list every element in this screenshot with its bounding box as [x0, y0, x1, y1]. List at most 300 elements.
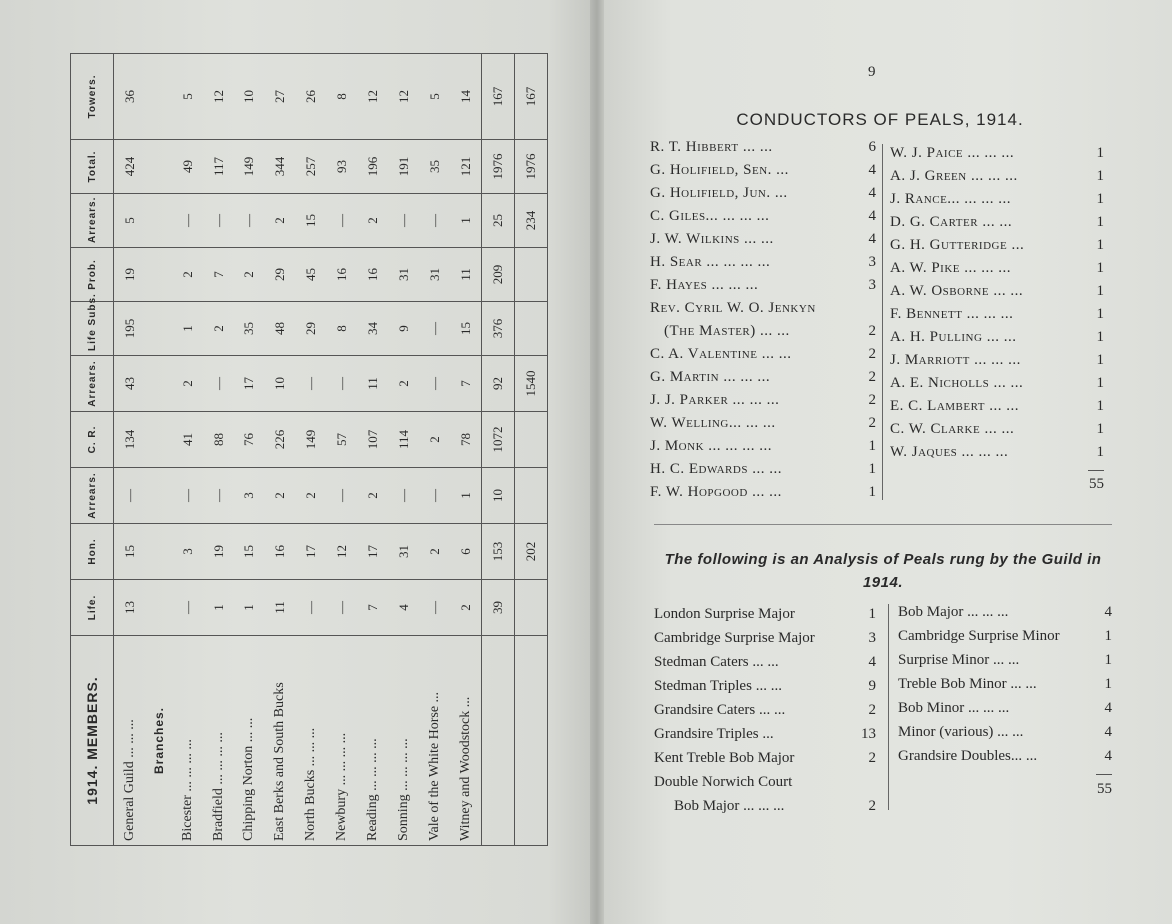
table-cell: — — [419, 580, 450, 636]
entry-leader: ... ... — [993, 283, 1024, 299]
list-item — [650, 481, 876, 504]
entry-name — [890, 188, 1011, 211]
table-cell: — — [388, 194, 419, 248]
list-item — [890, 349, 1104, 372]
entry-name — [650, 320, 790, 343]
table-cell: 78 — [450, 412, 482, 468]
table-cell: 15 — [296, 194, 327, 248]
list-item — [650, 389, 876, 412]
entry-count: 4 — [1104, 700, 1112, 716]
entry-count: 1 — [1096, 306, 1104, 322]
entry-label: W. Jaques — [890, 444, 958, 460]
entry-name — [898, 648, 1019, 672]
table-cell: 15 — [114, 524, 146, 580]
entry-count: 1 — [1096, 260, 1104, 276]
entry-leader: ... ... ... — [711, 277, 759, 293]
entry-label: E. C. Lambert — [890, 398, 986, 414]
entry-label: Grandsire Doubles... — [898, 748, 1023, 764]
conductors-title: CONDUCTORS OF PEALS, 1914. — [736, 110, 1024, 129]
list-item — [898, 720, 1112, 744]
table-cell: 2 — [234, 248, 265, 302]
entry-leader: ... ... ... — [970, 168, 1018, 184]
table-cell: 2 — [172, 356, 203, 412]
table-cell: 4 — [388, 580, 419, 636]
list-item — [650, 251, 876, 274]
entry-count: 2 — [868, 798, 876, 814]
list-item — [898, 672, 1112, 696]
analysis-title: The following is an Analysis of Peals rung by the Guild in 1914. — [664, 551, 1102, 591]
entry-name — [890, 234, 1024, 257]
entry-label: F. Hayes — [650, 277, 708, 293]
entry-label: J. Marriott ... — [890, 352, 987, 368]
table-cell: 31 — [388, 524, 419, 580]
table-cell: 45 — [296, 248, 327, 302]
entry-leader: ... ... — [993, 652, 1020, 668]
list-item — [898, 648, 1112, 672]
row-label: East Berks and South Bucks — [265, 636, 296, 846]
entry-name — [890, 165, 1018, 188]
table-cell: 2 — [419, 412, 450, 468]
entry-leader: ... — [762, 726, 774, 742]
list-item — [654, 674, 876, 698]
table-cell — [145, 412, 172, 468]
entry-count: 2 — [868, 415, 876, 431]
list-item — [654, 770, 876, 794]
entry-leader: ... ... ... — [967, 604, 1009, 620]
entry-leader: ... ... — [752, 654, 779, 670]
row-label: Reading ... ... ... ... — [357, 636, 388, 846]
table-cell: 1 — [450, 468, 482, 524]
table-cell: 76 — [234, 412, 265, 468]
entry-count: 1 — [868, 606, 876, 622]
entry-label: J. J. Parker ... — [650, 392, 746, 408]
book-gutter — [590, 0, 604, 924]
table-cell: 11 — [357, 356, 388, 412]
entry-count: 4 — [1104, 724, 1112, 740]
list-item — [898, 696, 1112, 720]
entry-label: Cambridge Surprise Minor — [898, 628, 1060, 644]
table-cell: — — [296, 580, 327, 636]
table-cell — [482, 636, 515, 846]
entry-count: 9 — [868, 678, 876, 694]
table-row — [450, 54, 482, 846]
entry-count: 1 — [868, 461, 876, 477]
entry-label: R. T. Hibbert — [650, 139, 739, 155]
table-cell: 88 — [203, 412, 234, 468]
total-cell: 92 — [482, 356, 515, 412]
entry-count: 1 — [1096, 283, 1104, 299]
entry-name — [898, 744, 1037, 768]
list-item — [898, 744, 1112, 768]
table-cell: 2 — [296, 468, 327, 524]
table-row — [296, 54, 327, 846]
entry-name — [654, 770, 792, 794]
table-cell: 121 — [450, 140, 482, 194]
group-totals-row — [515, 54, 548, 846]
column-header: Prob. — [71, 248, 114, 302]
entry-leader: ... ... — [982, 214, 1013, 230]
entry-label: A. W. Pike — [890, 260, 961, 276]
conductors-total: 55 — [1089, 476, 1104, 492]
list-item — [890, 142, 1104, 165]
group-total-cell — [515, 248, 548, 302]
table-cell: 107 — [357, 412, 388, 468]
table-row — [203, 54, 234, 846]
entry-count: 1 — [1096, 214, 1104, 230]
table-cell: 1 — [234, 580, 265, 636]
entry-leader: ... ... ... — [722, 208, 770, 224]
entry-count: 1 — [1096, 329, 1104, 345]
table-cell: — — [419, 468, 450, 524]
entry-label: London Surprise Major — [654, 606, 795, 622]
entry-name — [654, 650, 779, 674]
entry-label: C. Giles... — [650, 208, 719, 224]
list-item — [650, 435, 876, 458]
table-cell: 17 — [234, 356, 265, 412]
entry-name — [650, 297, 816, 320]
table-cell: 17 — [357, 524, 388, 580]
entry-name — [650, 366, 770, 389]
entry-name — [654, 626, 815, 650]
entry-label: J. W. Wilkins — [650, 231, 740, 247]
entry-count: 1 — [1096, 352, 1104, 368]
total-cell: 10 — [482, 468, 515, 524]
table-cell: 41 — [172, 412, 203, 468]
table-cell: 2 — [265, 194, 296, 248]
column-header: Life. — [71, 580, 114, 636]
entry-leader: ... ... ... — [968, 700, 1010, 716]
table-row — [145, 54, 172, 846]
table-row — [172, 54, 203, 846]
entry-count: 1 — [1096, 237, 1104, 253]
row-label: Chipping Norton ... ... — [234, 636, 265, 846]
entry-label: A. J. Green — [890, 168, 967, 184]
entry-label: Bob Minor — [898, 700, 965, 716]
entry-leader: ... — [1025, 748, 1038, 764]
entry-label: H. Sear ... — [650, 254, 720, 270]
entry-leader: ... ... — [752, 461, 782, 477]
total-cell: 153 — [482, 524, 515, 580]
entry-count: 4 — [868, 231, 876, 247]
table-cell: 117 — [203, 140, 234, 194]
table-cell: 7 — [357, 580, 388, 636]
list-item — [654, 698, 876, 722]
list-item — [650, 366, 876, 389]
analysis-left-column — [654, 602, 876, 818]
list-item — [650, 159, 876, 182]
table-cell: 114 — [388, 412, 419, 468]
table-row — [265, 54, 296, 846]
entry-count: 4 — [1104, 748, 1112, 764]
entry-count: 1 — [868, 484, 876, 500]
entry-count: 1 — [868, 438, 876, 454]
entry-leader: ... ... — [745, 415, 776, 431]
table-cell: — — [203, 356, 234, 412]
entry-name — [890, 418, 1014, 441]
entry-label: Grandsire Caters — [654, 702, 756, 718]
totals-row — [482, 54, 515, 846]
section-divider — [654, 524, 1112, 525]
table-cell: — — [172, 194, 203, 248]
entry-leader: ... ... — [984, 421, 1015, 437]
entry-label: Bob Major — [674, 798, 740, 814]
table-cell — [145, 140, 172, 194]
entry-count: 4 — [868, 654, 876, 670]
entry-count: 3 — [868, 277, 876, 293]
entry-name — [890, 280, 1023, 303]
entry-leader: ... ... ... — [967, 145, 1015, 161]
table-cell: — — [419, 302, 450, 356]
entry-leader: ... ... — [752, 484, 782, 500]
entry-label: Cambridge Surprise Major — [654, 630, 815, 646]
list-item — [890, 257, 1104, 280]
entry-count: 1 — [1104, 676, 1112, 692]
list-item — [890, 165, 1104, 188]
table-cell: 8 — [327, 302, 358, 356]
entry-count: 1 — [1096, 168, 1104, 184]
table-cell: — — [203, 194, 234, 248]
entry-name — [890, 349, 1021, 372]
list-item — [650, 205, 876, 228]
table-cell: 14 — [450, 54, 482, 140]
table-cell: — — [172, 580, 203, 636]
entry-name — [890, 211, 1012, 234]
total-cell: 1072 — [482, 412, 515, 468]
row-label: Bradfield ... ... ... ... — [203, 636, 234, 846]
table-cell: 7 — [203, 248, 234, 302]
table-cell: 48 — [265, 302, 296, 356]
table-cell: 26 — [296, 54, 327, 140]
group-total-cell: 202 — [515, 524, 548, 580]
analysis-right-column — [898, 600, 1112, 801]
entry-count: 1 — [1096, 421, 1104, 437]
entry-leader: ... ... ... — [743, 798, 785, 814]
column-divider — [882, 144, 883, 500]
entry-name — [650, 228, 774, 251]
table-row — [388, 54, 419, 846]
entry-label: G. Holifield, Jun. — [650, 185, 771, 201]
entry-leader: ... ... ... — [961, 444, 1009, 460]
table-cell: 10 — [234, 54, 265, 140]
table-cell: 35 — [234, 302, 265, 356]
entry-name — [650, 343, 791, 366]
entry-label: J. Monk ... — [650, 438, 722, 454]
table-cell: 5 — [172, 54, 203, 140]
table-cell: — — [327, 580, 358, 636]
table-cell: 2 — [357, 468, 388, 524]
table-cell: 226 — [265, 412, 296, 468]
entry-name — [650, 159, 789, 182]
list-item — [654, 746, 876, 770]
table-cell: 29 — [296, 302, 327, 356]
list-item — [650, 182, 876, 205]
total-cell: 376 — [482, 302, 515, 356]
entry-leader: ... ... — [991, 352, 1021, 368]
group-total-cell: 167 — [515, 54, 548, 140]
entry-name — [650, 136, 773, 159]
total-cell: 167 — [482, 54, 515, 140]
entry-name — [650, 435, 772, 458]
analysis-total: 55 — [1097, 781, 1112, 797]
entry-count: 4 — [868, 208, 876, 224]
table-cell: — — [327, 356, 358, 412]
entry-name — [650, 251, 770, 274]
table-cell: 49 — [172, 140, 203, 194]
table-cell: 2 — [388, 356, 419, 412]
entry-count: 3 — [868, 630, 876, 646]
entry-leader: ... ... — [755, 678, 782, 694]
entry-label: Bob Major — [898, 604, 964, 620]
entry-label: Rev. Cyril W. O. Jenkyn — [650, 300, 816, 316]
entry-name — [898, 624, 1060, 648]
list-item — [650, 274, 876, 297]
table-cell: — — [172, 468, 203, 524]
total-cell: 1976 — [482, 140, 515, 194]
table-cell: 1 — [203, 580, 234, 636]
entry-label: Grandsire Triples — [654, 726, 759, 742]
entry-label: Surprise Minor — [898, 652, 990, 668]
list-item — [654, 602, 876, 626]
entry-name — [650, 274, 758, 297]
table-cell: 31 — [388, 248, 419, 302]
entry-count: 1 — [1096, 375, 1104, 391]
entry-count: 4 — [868, 185, 876, 201]
page-number: 9 — [868, 64, 876, 80]
entry-leader: ... ... ... — [723, 369, 771, 385]
table-cell: 344 — [265, 140, 296, 194]
table-cell: — — [203, 468, 234, 524]
entry-label: W. J. Paice — [890, 145, 964, 161]
entry-name — [890, 372, 1023, 395]
table-cell: 19 — [203, 524, 234, 580]
group-total-cell: 1540 — [515, 356, 548, 412]
entry-name — [890, 395, 1019, 418]
table-cell: 15 — [450, 302, 482, 356]
entry-count: 3 — [868, 254, 876, 270]
column-header: Hon. — [71, 524, 114, 580]
row-label: Sonning ... ... ... ... — [388, 636, 419, 846]
table-cell: — — [388, 468, 419, 524]
entry-name — [898, 696, 1009, 720]
entry-label: J. Rance... — [890, 191, 961, 207]
entry-name — [898, 720, 1023, 744]
table-cell — [145, 524, 172, 580]
table-cell: 43 — [114, 356, 146, 412]
table-cell: 424 — [114, 140, 146, 194]
table-cell: 7 — [450, 356, 482, 412]
list-item — [890, 418, 1104, 441]
list-item — [890, 234, 1104, 257]
table-cell: 2 — [203, 302, 234, 356]
list-item — [650, 343, 876, 366]
table-cell: — — [234, 194, 265, 248]
entry-count — [866, 297, 876, 320]
list-item — [898, 600, 1112, 624]
entry-label: F. Bennett — [890, 306, 963, 322]
table-cell: 9 — [388, 302, 419, 356]
entry-name — [650, 182, 788, 205]
table-cell: 12 — [357, 54, 388, 140]
table-cell: 16 — [265, 524, 296, 580]
table-cell — [515, 636, 548, 846]
list-item — [890, 303, 1104, 326]
table-cell: 2 — [265, 468, 296, 524]
list-item — [650, 136, 876, 159]
conductors-right-column — [890, 142, 1104, 496]
entry-label: Double Norwich Court — [654, 774, 793, 790]
table-cell: 3 — [234, 468, 265, 524]
table-cell: 11 — [450, 248, 482, 302]
entry-count: 6 — [868, 139, 876, 155]
table-cell: 149 — [296, 412, 327, 468]
entry-name — [898, 672, 1037, 696]
table-cell: 2 — [419, 524, 450, 580]
entry-label: D. G. Carter — [890, 214, 979, 230]
table-row — [114, 54, 146, 846]
entry-label: W. Welling... — [650, 415, 742, 431]
list-item — [890, 211, 1104, 234]
entry-leader: ... ... ... — [723, 254, 771, 270]
table-cell: 17 — [296, 524, 327, 580]
table-cell: 2 — [357, 194, 388, 248]
entry-leader: ... ... — [761, 346, 792, 362]
column-header: C. R. — [71, 412, 114, 468]
table-cell: 2 — [450, 580, 482, 636]
table-cell — [145, 468, 172, 524]
entry-count: 2 — [868, 369, 876, 385]
entry-count: 4 — [1104, 604, 1112, 620]
list-item — [890, 326, 1104, 349]
list-item — [654, 794, 876, 818]
total-cell: 39 — [482, 580, 515, 636]
entry-leader: ... ... ... — [725, 438, 773, 454]
table-cell: 191 — [388, 140, 419, 194]
table-cell: 15 — [234, 524, 265, 580]
entry-name — [654, 794, 784, 818]
list-item — [654, 650, 876, 674]
total-cell: 209 — [482, 248, 515, 302]
table-cell: — — [327, 468, 358, 524]
table-row — [419, 54, 450, 846]
list-item — [890, 395, 1104, 418]
table-cell: 16 — [357, 248, 388, 302]
entry-label: G. H. Gutteridge — [890, 237, 1008, 253]
entry-label: A. H. Pulling — [890, 329, 983, 345]
table-row — [234, 54, 265, 846]
table-cell: 2 — [172, 248, 203, 302]
entry-leader: ... ... — [749, 392, 780, 408]
entry-count: 2 — [868, 702, 876, 718]
table-cell: 5 — [419, 54, 450, 140]
entry-leader: ... ... — [986, 329, 1017, 345]
entry-label: Minor (various) — [898, 724, 994, 740]
column-header: Arrears. — [71, 356, 114, 412]
table-cell: 19 — [114, 248, 146, 302]
group-total-cell — [515, 302, 548, 356]
table-cell: 35 — [419, 140, 450, 194]
entry-count: 1 — [1096, 145, 1104, 161]
entry-name — [654, 674, 782, 698]
entry-name — [650, 205, 769, 228]
entry-label: F. W. Hopgood — [650, 484, 748, 500]
group-total-cell — [515, 580, 548, 636]
table-cell: 134 — [114, 412, 146, 468]
table-cell: 12 — [203, 54, 234, 140]
table-cell: 12 — [327, 524, 358, 580]
entry-label: G. Holifield, Sen. — [650, 162, 772, 178]
table-cell: 57 — [327, 412, 358, 468]
entry-name — [650, 389, 779, 412]
